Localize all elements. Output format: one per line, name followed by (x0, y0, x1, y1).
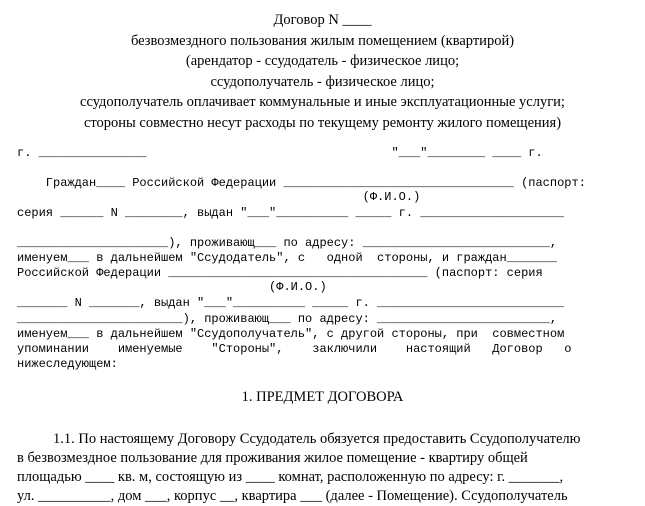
clause-line-3: площадью ____ кв. м, состоящую из ____ комнат, расположенную по адресу: г. _______, (17, 469, 564, 485)
lender-passport-line: серия ______ N ________, выдан "___"__________ _____ г. ____________________ (17, 206, 565, 220)
parties-line: упоминании именуемые "Стороны", заключили настоящий Договор о (17, 342, 572, 356)
contract-subtitle: безвозмездного пользования жилым помещением (квартирой) (130, 32, 515, 49)
lender-address-line: _____________________), проживающ___ по адресу: __________________________, (17, 236, 558, 250)
borrower-line-1: Российской Федерации ____________________________________ (паспорт: серия (17, 266, 543, 280)
borrower-named-line: именуем___ в дальнейшем "Ссудополучатель", с другой стороны, при совместном (17, 327, 565, 341)
preamble (17, 146, 618, 376)
hereinafter-line: нижеследующем: (17, 357, 118, 371)
clause-1-1 (17, 430, 632, 506)
section-1-heading: 1. ПРЕДМЕТ ДОГОВОРА (241, 389, 404, 405)
contract-repair-note: стороны совместно несут расходы по текущему ремонту жилого помещения) (83, 114, 562, 131)
clause-line-1: 1.1. По настоящему Договору Ссудодатель обязуется предоставить Ссудополучателю (53, 431, 581, 447)
document-title-block (0, 10, 645, 133)
lender-line-1: Граждан____ Российской Федерации ________________________________ (паспорт: (17, 176, 586, 190)
borrower-address-line: _______________________), проживающ___ по адресу: ________________________, (17, 312, 558, 326)
borrower-passport-line: _______ N _______, выдан "___"__________ _____ г. __________________________ (17, 296, 565, 310)
lender-fio-caption: (Ф.И.О.) (17, 190, 421, 204)
contract-parties-note: (арендатор - ссудодатель - физическое лицо; (185, 53, 460, 69)
borrower-fio-caption: (Ф.И.О.) (17, 280, 327, 294)
clause-line-2: в безвозмездное пользование для проживания жилое помещение - квартиру общей (17, 450, 528, 466)
city-date-line: г. _______________ "___"________ ____ г. (17, 146, 543, 160)
lender-named-line: именуем___ в дальнейшем "Ссудодатель", с одной стороны, и граждан_______ (17, 251, 558, 265)
contract-title: Договор N ____ (273, 12, 372, 28)
contract-utilities-note: ссудополучатель оплачивает коммунальные и иные эксплуатационные услуги; (80, 94, 565, 110)
contract-borrower-note: ссудополучатель - физическое лицо; (210, 73, 435, 90)
clause-line-4: ул. __________, дом ___, корпус __, квартира ___ (далее - Помещение). Ссудополучатель (17, 488, 568, 504)
